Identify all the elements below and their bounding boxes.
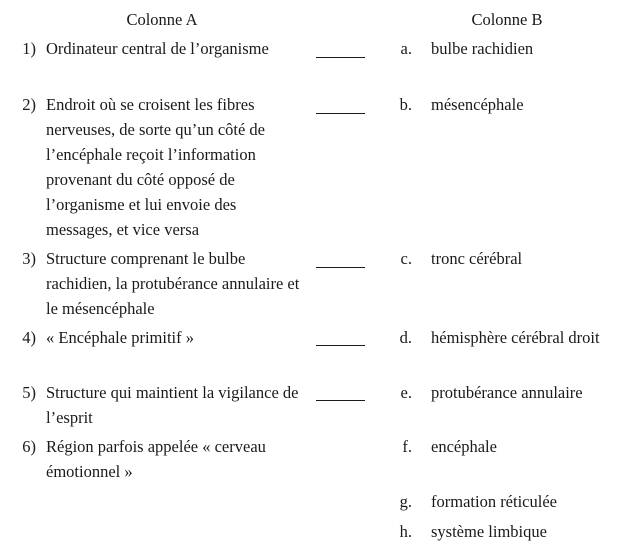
item-5-number: 5) — [22, 383, 36, 402]
item-4-number: 4) — [22, 328, 36, 347]
option-g-text: formation réticulée — [431, 492, 557, 511]
option-h-text: système limbique — [431, 522, 547, 541]
option-b-text: mésencéphale — [431, 95, 524, 114]
item-2-text: Endroit où se croisent les fibres nerveuses, de sorte qu’un côté de l’encéphale reçoit l’information provenant du côté opposé de l’organisme et lui envoie des messages, et vice versa — [46, 95, 266, 239]
option-d-letter: d. — [399, 328, 412, 347]
option-b-letter: b. — [399, 95, 412, 114]
option-a-letter: a. — [400, 39, 412, 58]
answer-blank-5[interactable] — [316, 400, 365, 401]
column-a-header: Colonne A — [126, 10, 198, 29]
item-4-text: « Encéphale primitif » — [46, 328, 194, 347]
item-3-number: 3) — [22, 249, 36, 268]
option-e-letter: e. — [400, 383, 412, 402]
option-c-text: tronc cérébral — [431, 249, 523, 268]
column-b-header: Colonne B — [471, 10, 543, 29]
item-1-text: Ordinateur central de l’organisme — [46, 39, 269, 58]
option-c-letter: c. — [400, 249, 412, 268]
option-f-text: encéphale — [431, 437, 497, 456]
item-1-number: 1) — [22, 39, 36, 58]
option-d-text: hémisphère cérébral droit — [431, 328, 600, 347]
item-6-number: 6) — [22, 437, 36, 456]
option-a-text: bulbe rachidien — [431, 39, 534, 58]
option-h-letter: h. — [399, 522, 412, 541]
item-5-text: Structure qui maintient la vigilance de l’esprit — [46, 383, 299, 427]
item-3-text: Structure comprenant le bulbe rachidien, la protubérance annulaire et le mésencéphale — [46, 249, 300, 318]
answer-blank-1[interactable] — [316, 57, 365, 58]
option-f-letter: f. — [402, 437, 412, 456]
option-g-letter: g. — [399, 492, 412, 511]
item-6-text: Région parfois appelée « cerveau émotionnel » — [46, 437, 266, 481]
answer-blank-2[interactable] — [316, 113, 365, 114]
answer-blank-4[interactable] — [316, 345, 365, 346]
option-e-text: protubérance annulaire — [431, 383, 583, 402]
item-2-number: 2) — [22, 95, 36, 114]
answer-blank-3[interactable] — [316, 267, 365, 268]
